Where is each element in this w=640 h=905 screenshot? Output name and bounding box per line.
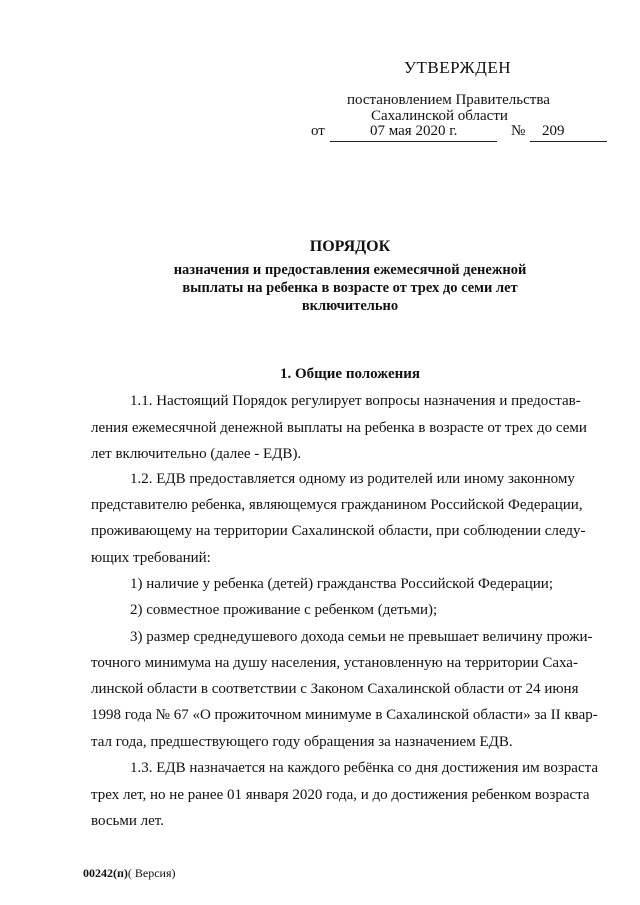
document-subtitle-line: назначения и предоставления ежемесячной денежной (173, 262, 527, 278)
text-line: трех лет, но не ранее 01 января 2020 года, и до достижения ребенком возраста (91, 787, 590, 803)
footer-code-number: 00242(п) (83, 866, 128, 880)
text-line: представителю ребенка, являющемуся гражданином Российской Федерации, (91, 497, 583, 513)
approval-line-2: Сахалинской области (371, 108, 508, 124)
text-line: 2) совместное проживание с ребенком (детьми); (130, 602, 438, 618)
approval-line-1: постановлением Правительства (347, 92, 550, 108)
text-line: лет включительно (далее - ЕДВ). (91, 446, 302, 462)
document-subtitle-line: выплаты на ребенка в возрасте от трех до семи лет (182, 280, 518, 296)
text-line: восьми лет. (91, 813, 164, 829)
text-line: точного минимума на душу населения, установленную на территории Саха- (91, 655, 578, 671)
document-title: ПОРЯДОК (309, 238, 391, 255)
text-line: 1.2. ЕДВ предоставляется одному из родителей или иному законному (130, 471, 575, 487)
footer-version: ( Версия) (127, 866, 176, 880)
text-line: 3) размер среднедушевого дохода семьи не превышает величину прожи- (130, 629, 593, 645)
approval-number: 209 (542, 123, 565, 139)
text-line: тал года, предшествующего году обращения за назначением ЕДВ. (91, 734, 513, 750)
text-line: линской области в соответствии с Законом Сахалинской области от 24 июня (91, 681, 579, 697)
text-line: ления ежемесячной денежной выплаты на ребенка в возрасте от трех до семи (91, 420, 587, 436)
approval-title: УТВЕРЖДЕН (404, 58, 511, 77)
text-line: 1998 года № 67 «О прожиточном минимуме в Сахалинской области» за II квар- (91, 707, 598, 723)
text-line: проживающему на территории Сахалинской области, при соблюдении следу- (91, 523, 586, 539)
text-line: ющих требований: (91, 550, 211, 566)
document-subtitle-line: включительно (301, 298, 399, 314)
approval-from-label: от (311, 123, 325, 139)
text-line: 1) наличие у ребенка (детей) гражданства Российской Федерации; (130, 576, 553, 592)
section-heading: 1. Общие положения (279, 366, 421, 382)
approval-number-label: № (511, 123, 526, 139)
date-underline (330, 141, 497, 142)
approval-date: 07 мая 2020 г. (370, 123, 458, 139)
footer-code (83, 866, 176, 881)
text-line: 1.3. ЕДВ назначается на каждого ребёнка со дня достижения им возраста (130, 760, 598, 776)
text-line: 1.1. Настоящий Порядок регулирует вопросы назначения и предостав- (130, 393, 581, 409)
number-underline (530, 141, 607, 142)
